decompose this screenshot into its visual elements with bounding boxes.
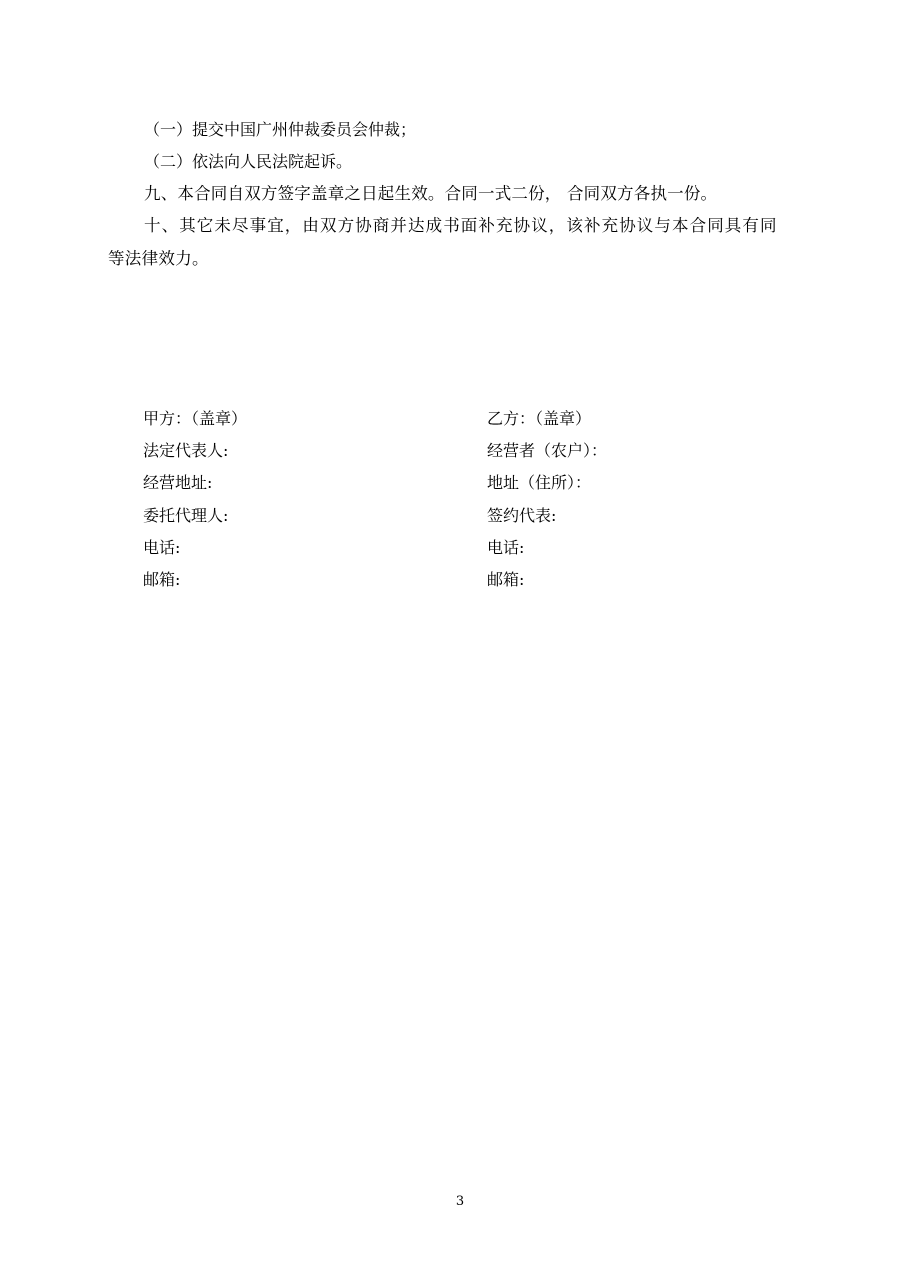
party-b-operator: 经营者（农户）： <box>487 441 608 460</box>
party-b-phone: 电话: <box>487 538 525 557</box>
party-a-phone: 电话: <box>143 538 181 557</box>
clause-sub-item-1: （一）提交中国广州仲裁委员会仲裁； <box>144 120 417 139</box>
party-a-email: 邮箱: <box>143 570 181 589</box>
page-number: 3 <box>455 1194 465 1209</box>
clause-ten-line-1: 十、其它未尽事宜，由双方协商并达成书面补充协议，该补充协议与本合同具有同 <box>144 216 778 235</box>
party-a-agent: 委托代理人: <box>143 506 229 525</box>
party-a-label: 甲方：（盖章） <box>143 409 248 428</box>
party-a-address: 经营地址: <box>143 473 213 492</box>
clause-nine: 九、本合同自双方签字盖章之日起生效。合同一式二份， 合同双方各执一份。 <box>144 184 718 203</box>
clause-ten-line-2: 等法律效力。 <box>108 249 209 268</box>
clause-sub-item-2: （二）依法向人民法院起诉。 <box>144 152 353 171</box>
party-b-signing-representative: 签约代表: <box>487 506 557 525</box>
party-b-address: 地址（住所）： <box>487 473 592 492</box>
party-a-representative: 法定代表人: <box>143 441 229 460</box>
party-b-email: 邮箱: <box>487 570 525 589</box>
party-b-label: 乙方：（盖章） <box>487 409 592 428</box>
